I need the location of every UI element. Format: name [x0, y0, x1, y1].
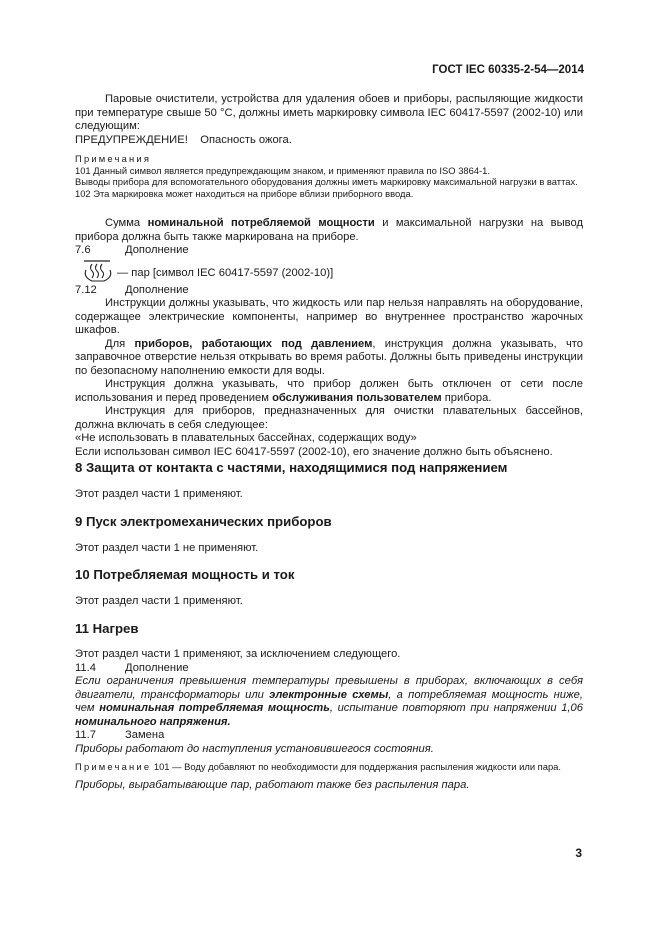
p3b: обслуживания пользователем: [272, 391, 442, 404]
clause-label: Дополнение: [125, 244, 189, 256]
warning-label: ПРЕДУПРЕЖДЕНИЕ!: [75, 133, 188, 146]
steam-symbol-icon: [80, 258, 116, 284]
clause-11-4-text: [75, 675, 583, 729]
page-number: 3: [575, 846, 582, 860]
i1e: , испытание повторяют при напряжении 1,06: [329, 702, 583, 714]
p2c: , инструкция должна указывать, что заправочное отверстие нельзя открывать во время работы. Должны быть приведены инструкции по безопасному наполнению емкости для воды.: [75, 337, 583, 377]
clause-number: 7.6: [75, 244, 91, 256]
notes-title: Примечания: [75, 153, 152, 164]
note-11: [75, 761, 583, 773]
section-9-title: 9 Пуск электромеханических приборов: [75, 514, 332, 529]
instr-p6: Если использован символ IEC 60417-5597 (2002-10), его значение должно быть объяснено.: [75, 445, 553, 458]
section-9-text: Этот раздел части 1 не применяют.: [75, 542, 259, 554]
symbol-caption: — пар [символ IEC 60417-5597 (2002-10)]: [117, 266, 334, 279]
clause-11-7-text: Приборы работают до наступления установившегося состояния.: [75, 742, 434, 755]
note-text: 101 — Воду добавляют по необходимости для поддержания распыления жидкости или пара.: [151, 761, 562, 772]
clause-11-4: [75, 662, 583, 676]
clause-7-12: [75, 284, 583, 298]
sum-b: номинальной потребляемой мощности: [147, 217, 375, 229]
sum-paragraph: [75, 217, 583, 244]
notes-block: [75, 153, 583, 199]
p2a: Для: [105, 337, 135, 350]
i1c: , а потребляемая мощность ниже, чем: [75, 688, 583, 714]
clause-11-7-text-2: Приборы, вырабатывающие пар, работают также без распыления пара.: [75, 778, 470, 791]
instr-p5: «Не использовать в плавательных бассейнах, содержащих воду»: [75, 432, 417, 444]
i1b: электронные схемы: [269, 688, 389, 701]
clause-label: Замена: [125, 729, 165, 741]
section-8-title: 8 Защита от контакта с частями, находящимися под напряжением: [75, 460, 508, 475]
instr-p1: Инструкции должны указывать, что жидкость или пар нельзя направлять на оборудование, содержащее электрические компоненты, например во внутреннее пространство жарочных шкафов.: [75, 297, 583, 336]
instr-p4: Инструкция для приборов, предназначенных для очистки плавательных бассейнов, должна включать в себя следующее:: [75, 405, 583, 431]
note-101b: Выводы прибора для вспомогательного оборудования должны иметь маркировку максимальной нагрузки в ваттах.: [75, 176, 578, 187]
i1f: номинального напряжения.: [75, 715, 231, 728]
clause-7-6: [75, 244, 583, 258]
warning-text: Опасность ожога.: [200, 133, 292, 146]
i1: Если ограничения превышения температуры превышены в приборах, включающих в себя двигатели, трансформаторы или: [75, 675, 583, 701]
p3a: Инструкция должна указывать, что прибор должен быть отключен от сети после использования и перед проведением: [75, 378, 583, 404]
warning-line: [75, 134, 583, 148]
section-11-block: [75, 648, 583, 792]
section-11-text: Этот раздел части 1 применяют, за исключением следующего.: [75, 648, 401, 660]
section-11-title: 11 Нагрев: [75, 621, 139, 636]
note-101: 101 Данный символ является предупреждающим знаком, и применяют правила по ISO 3864-1.: [75, 164, 490, 176]
section-10-text: Этот раздел части 1 применяют.: [75, 595, 243, 607]
intro-block: [75, 93, 583, 147]
clause-label: Дополнение: [125, 661, 189, 674]
clause-number: 7.12: [75, 283, 97, 296]
note-102: 102 Эта маркировка может находиться на приборе вблизи приборного ввода.: [75, 187, 414, 199]
note-label: Примечание: [75, 761, 152, 772]
instr-p3: [75, 378, 583, 405]
clause-number: 11.7: [75, 729, 96, 741]
instr-p2: [75, 338, 583, 379]
sum-c: и максимальной нагрузки на вывод прибора должна быть также маркирована на приборе.: [75, 217, 583, 243]
i1d: номинальная потребляемая мощность: [99, 702, 330, 714]
document-header: ГОСТ IEC 60335-2-54—2014: [432, 64, 584, 76]
symbol-line: [75, 258, 583, 284]
clause-label: Дополнение: [125, 283, 189, 296]
p2b: приборов, работающих под давлением: [134, 337, 373, 350]
clause-11-7: [75, 729, 583, 743]
section-8-text: Этот раздел части 1 применяют.: [75, 488, 243, 500]
clause-number: 11.4: [75, 661, 96, 674]
sum-block: [75, 217, 583, 459]
sum-a: Сумма: [105, 217, 148, 229]
p3c: прибора.: [441, 391, 492, 404]
section-10-title: 10 Потребляемая мощность и ток: [75, 567, 295, 582]
intro-paragraph: Паровые очистители, устройства для удаления обоев и приборы, распыляющие жидкости при температуре свыше 50 °С, должны иметь маркировку символа IEC 60417-5597 (2002-10) или следующим:: [75, 93, 583, 132]
